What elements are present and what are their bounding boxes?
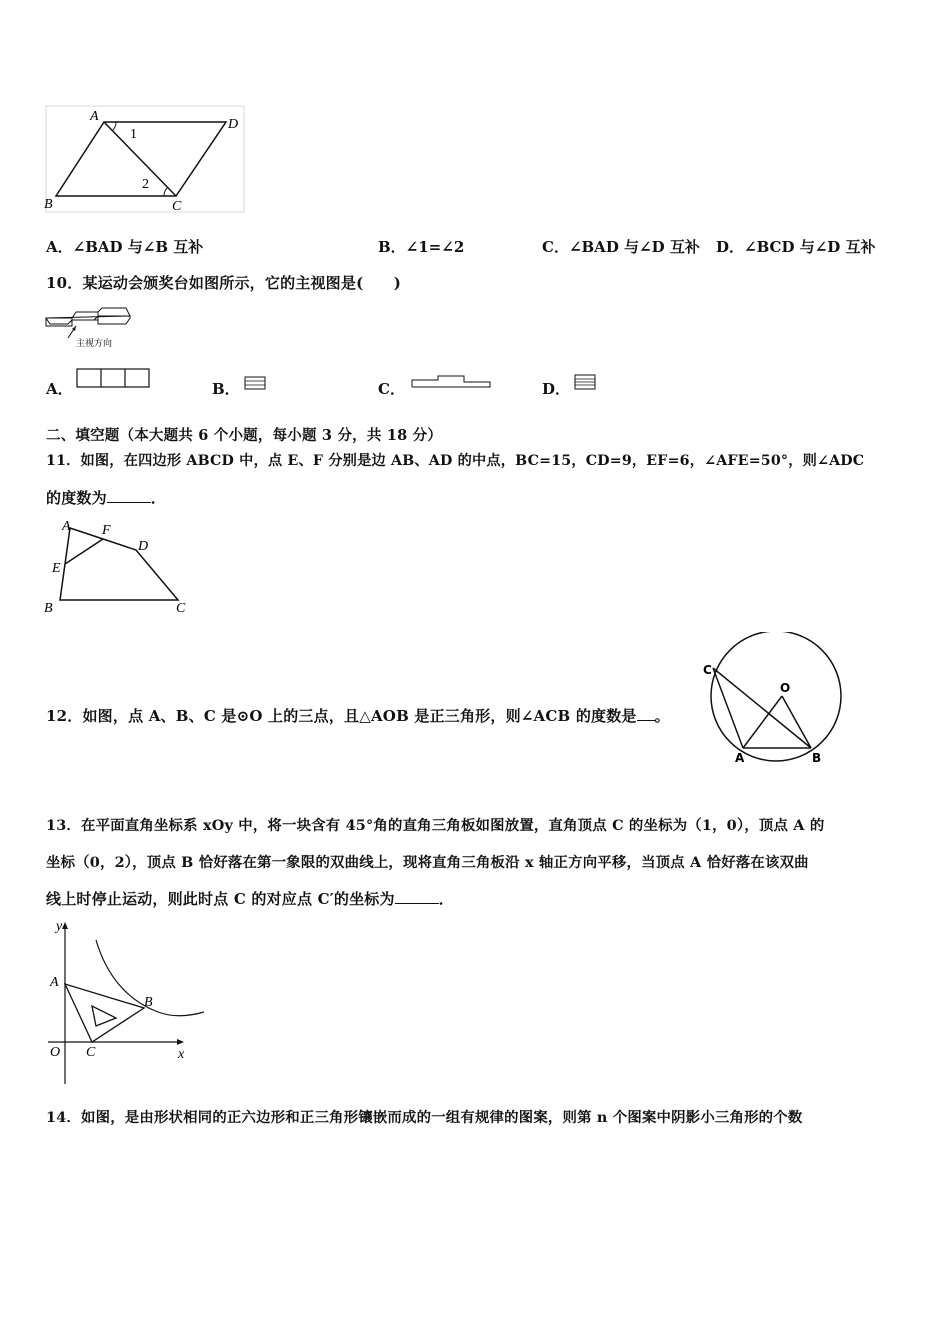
q11-label-f: F: [102, 523, 111, 538]
q12-segment-ob: [782, 696, 811, 748]
q10-stem: 10．某运动会颁奖台如图所示，它的主视图是( ): [46, 274, 402, 292]
q11-answer-blank[interactable]: [107, 488, 151, 503]
q11-line2-prefix: 的度数为: [46, 489, 107, 507]
q10-direction-label: 主视方向: [76, 339, 113, 349]
q12-stem: 12．如图，点 A、B、C 是⊙O 上的三点，且△AOB 是正三角形，则∠ACB 的度数是: [46, 707, 637, 725]
q12-circle-figure: [700, 632, 850, 770]
q12-answer-blank[interactable]: [637, 706, 655, 721]
q13-answer-blank[interactable]: [395, 889, 439, 904]
q9-option-a: A．∠BAD 与∠B 互补: [46, 238, 204, 256]
q13-line3: [46, 888, 454, 909]
q9-label-angle1: 1: [130, 127, 137, 142]
q10-option-c: C．: [378, 380, 405, 398]
q10-option-a: A．: [46, 380, 73, 398]
q9-diagonal-ac: [104, 122, 176, 196]
q11-line2-suffix: ．: [150, 489, 167, 507]
section2-heading: 二、填空题（本大题共 6 个小题，每小题 3 分，共 18 分）: [46, 427, 443, 444]
q13-coordinate-figure: [40, 916, 212, 1088]
q10-a-outline: [77, 369, 149, 387]
q9-parallelogram-figure: [40, 104, 250, 216]
q13-label-x: x: [178, 1047, 185, 1062]
q12-segment-oa: [743, 696, 782, 748]
q13-line3-prefix: 线上时停止运动，则此时点 C 的对应点 C′的坐标为: [46, 890, 395, 908]
q11-label-e: E: [52, 561, 61, 576]
q12-circle-o: [711, 632, 841, 761]
q11-line2: [46, 487, 166, 508]
q13-triangle-inner: [92, 1006, 116, 1026]
q13-line1: 13．在平面直角坐标系 xOy 中，将一块含有 45°角的直角三角板如图放置，直角顶点 C 的坐标为（1，0），顶点 A 的: [46, 817, 825, 834]
q9-option-d: D．∠BCD 与∠D 互补: [716, 238, 876, 256]
q10-option-b: B．: [212, 380, 240, 398]
q11-line1: 11．如图，在四边形 ABCD 中，点 E、F 分别是边 AB、AD 的中点，BC=15，CD=9，EF=6，∠AFE=50°，则∠ADC: [46, 453, 865, 469]
q11-label-b: B: [44, 601, 53, 616]
q9-label-a: A: [90, 109, 99, 124]
q13-x-axis-arrow: [177, 1039, 184, 1045]
q12-stem-line: [46, 705, 670, 726]
q9-label-b: B: [44, 197, 53, 212]
q13-label-a: A: [50, 975, 59, 990]
q10-option-b-view: [244, 376, 268, 392]
q13-label-c: C: [86, 1045, 96, 1060]
q11-quadrilateral-figure: [40, 516, 200, 620]
q9-label-angle2: 2: [142, 177, 149, 192]
q11-label-d: D: [138, 539, 149, 554]
q12-suffix: 。: [654, 707, 670, 725]
q12-label-b: B: [812, 751, 822, 765]
q11-segment-ef: [65, 539, 103, 564]
q13-label-y: y: [56, 919, 63, 934]
q9-label-d: D: [228, 117, 239, 132]
q13-line2: 坐标（0，2），顶点 B 恰好落在第一象限的双曲线上，现将直角三角板沿 x 轴正方向平移，当顶点 A 恰好落在该双曲: [46, 854, 809, 871]
q14-line1: 14．如图，是由形状相同的正六边形和正三角形镶嵌而成的一组有规律的图案，则第 n 个图案中阴影小三角形的个数: [46, 1109, 803, 1126]
q9-option-c: C．∠BAD 与∠D 互补: [542, 238, 700, 256]
q10-option-d: D．: [542, 380, 571, 398]
q9-option-b: B．∠1=∠2: [378, 238, 465, 256]
q12-label-c: C: [703, 663, 712, 677]
q10-option-c-view: [410, 372, 494, 390]
q13-line3-suffix: ．: [438, 890, 454, 908]
q10-podium-figure: [42, 304, 142, 350]
q9-angle1-arc: [112, 122, 116, 131]
q11-label-c: C: [176, 601, 186, 616]
q11-label-a: A: [62, 519, 71, 534]
q10-b-outline: [245, 377, 265, 389]
q13-label-b: B: [144, 995, 153, 1010]
q10-option-d-view: [574, 374, 598, 392]
q11-quadrilateral: [60, 528, 178, 600]
q10-c-outline: [412, 376, 490, 387]
q13-label-o: O: [50, 1045, 61, 1060]
q9-angle2-arc: [164, 187, 168, 196]
q10-option-a-view: [76, 368, 152, 390]
q12-label-a: A: [735, 751, 745, 765]
q13-y-axis-arrow: [62, 922, 68, 929]
q13-triangle-outer: [65, 984, 144, 1042]
q12-label-o: O: [780, 681, 791, 695]
q9-label-c: C: [172, 199, 182, 214]
